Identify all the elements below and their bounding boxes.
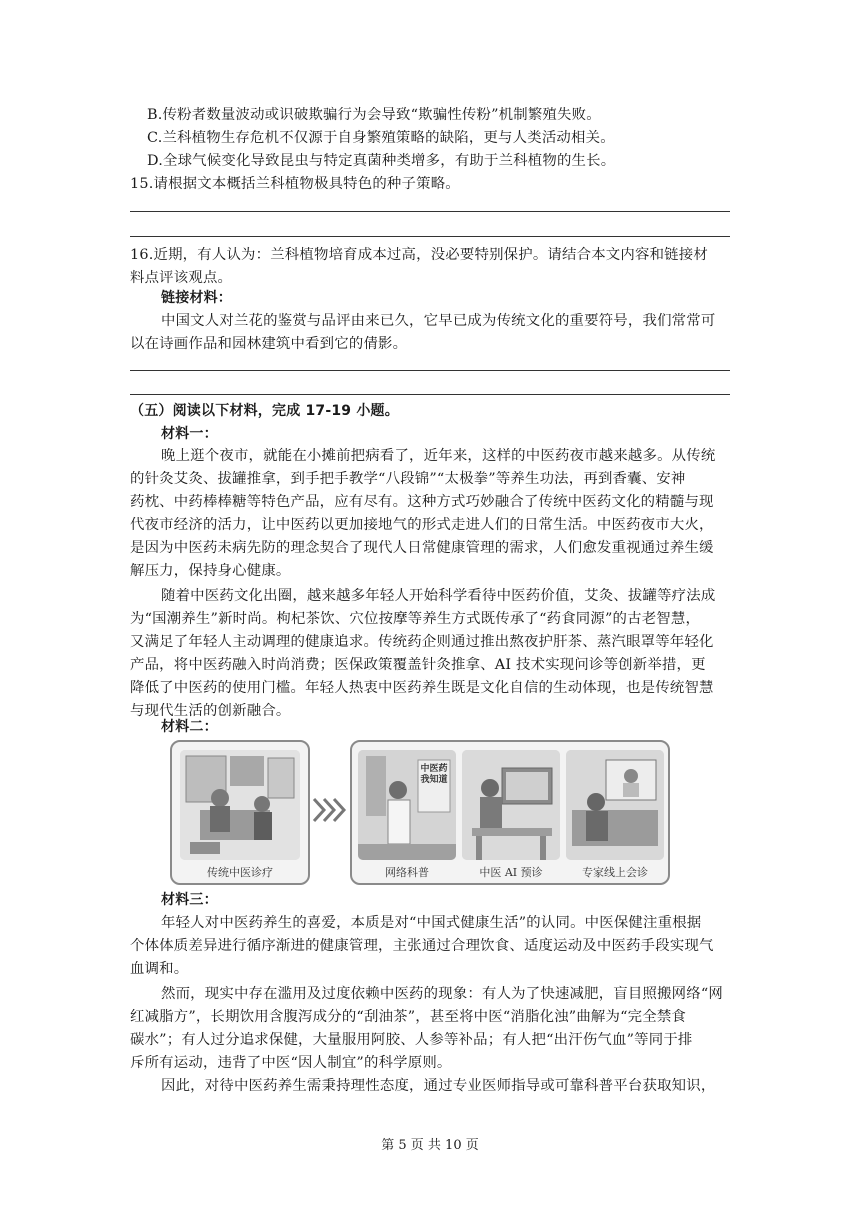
material-one-heading: 材料一：	[161, 426, 218, 442]
question-16: 16.近期，有人认为：兰科植物培育成本过高，没必要特别保护。请结合本文内容和链接材	[130, 247, 708, 263]
paragraph-line: 药枕、中药棒棒糖等特色产品，应有尽有。这种方式巧妙融合了传统中医药文化的精髓与现	[130, 494, 714, 510]
caption-traditional: 传统中医诊疗	[207, 866, 273, 879]
option-b: B.传粉者数量波动或识破欺骗行为会导致“欺骗性传粉”机制繁殖失败。	[147, 107, 601, 123]
paragraph-line: 年轻人对中医药养生的喜爱，本质是对“中国式健康生活”的认同。中医保健注重根据	[161, 915, 702, 931]
material-two-figure	[170, 740, 670, 885]
material-two-heading: 材料二：	[161, 719, 218, 735]
paragraph-line: 是因为中医药未病先防的理念契合了现代人日常健康管理的需求，人们愈发重视通过养生缓	[130, 540, 714, 556]
section-five-heading: （五）阅读以下材料，完成 17-19 小题。	[130, 403, 399, 419]
paragraph-line: 与现代生活的创新融合。	[130, 703, 291, 719]
link-material-heading: 链接材料：	[161, 290, 232, 306]
option-c: C.兰科植物生存危机不仅源于自身繁殖策略的缺陷，更与人类活动相关。	[147, 130, 615, 146]
link-material-text: 中国文人对兰花的鉴赏与品评由来已久，它早已成为传统文化的重要符号，我们常常可	[161, 313, 716, 329]
answer-line	[130, 211, 730, 212]
paragraph-line: 又满足了年轻人主动调理的健康追求。传统药企则通过推出熬夜护肝茶、蒸汽眼罩等年轻化	[130, 634, 714, 650]
question-15: 15.请根据文本概括兰科植物极具特色的种子策略。	[130, 176, 460, 192]
paragraph-line: 的针灸艾灸、拔罐推拿，到手把手教学“八段锦”“太极拳”等养生功法，再到香囊、安神	[130, 471, 686, 487]
traditional-clinic-illustration	[180, 750, 300, 860]
paragraph-line: 碳水”；有人过分追求保健，大量服用阿胶、人参等补品；有人把“出汗伤气血”等同于排	[130, 1032, 693, 1048]
chevron-arrows-icon	[312, 795, 348, 825]
caption-ai-prediagnosis: 中医 AI 预诊	[479, 866, 543, 879]
paragraph-line: 斥所有运动，违背了中医“因人制宜”的科学原则。	[130, 1055, 452, 1071]
paragraph-line: 血调和。	[130, 961, 189, 977]
paragraph-line: 个体体质差异进行循序渐进的健康管理，主张通过合理饮食、适度运动及中医药手段实现气	[130, 938, 714, 954]
online-popularization-illustration	[358, 750, 456, 860]
option-d: D.全球气候变化导致昆虫与特定真菌种类增多，有助于兰科植物的生长。	[147, 153, 616, 169]
paragraph-line: 晚上逛个夜市，就能在小摊前把病看了，近年来，这样的中医药夜市越来越多。从传统	[161, 448, 716, 464]
ai-prediagnosis-illustration	[462, 750, 560, 860]
link-material-text-cont: 以在诗画作品和园林建筑中看到它的倩影。	[130, 336, 408, 352]
paragraph-line: 产品，将中医药融入时尚消费；医保政策覆盖针灸推拿、AI 技术实现问诊等创新举措，更	[130, 657, 706, 673]
screen-text: 中医药我知道	[420, 764, 448, 785]
paragraph-line: 降低了中医药的使用门槛。年轻人热衷中医药养生既是文化自信的生动体现，也是传统智慧	[130, 680, 714, 696]
caption-expert-consultation: 专家线上会诊	[582, 866, 648, 879]
traditional-clinic-panel	[170, 740, 310, 885]
answer-line	[130, 236, 730, 237]
expert-online-consultation-illustration	[566, 750, 664, 860]
answer-line	[130, 394, 730, 395]
paragraph-line: 红减脂方”，长期饮用含腹泻成分的“刮油茶”，甚至将中医“消脂化浊”曲解为“完全禁食	[130, 1009, 687, 1025]
paragraph-line: 随着中医药文化出圈，越来越多年轻人开始科学看待中医药价值，艾灸、拔罐等疗法成	[161, 588, 716, 604]
question-16-cont: 料点评该观点。	[130, 270, 233, 286]
caption-online-popularization: 网络科普	[385, 866, 429, 879]
paragraph-line: 代夜市经济的活力，让中医药以更加接地气的形式走进人们的日常生活。中医药夜市大火，	[130, 517, 714, 533]
paragraph-line: 为“国潮养生”新时尚。枸杞茶饮、穴位按摩等养生方式既传承了“药食同源”的古老智慧，	[130, 611, 701, 627]
paragraph-line: 然而，现实中存在滥用及过度依赖中医药的现象：有人为了快速减肥，盲目照搬网络“网	[161, 986, 724, 1002]
modern-tcm-panel	[350, 740, 670, 885]
paragraph-line: 因此，对待中医药养生需秉持理性态度，通过专业医师指导或可靠科普平台获取知识，	[161, 1078, 716, 1094]
paragraph-line: 解压力，保持身心健康。	[130, 563, 291, 579]
page-footer: 第 5 页 共 10 页	[381, 1138, 479, 1153]
answer-line	[130, 370, 730, 371]
material-three-heading: 材料三：	[161, 892, 218, 908]
